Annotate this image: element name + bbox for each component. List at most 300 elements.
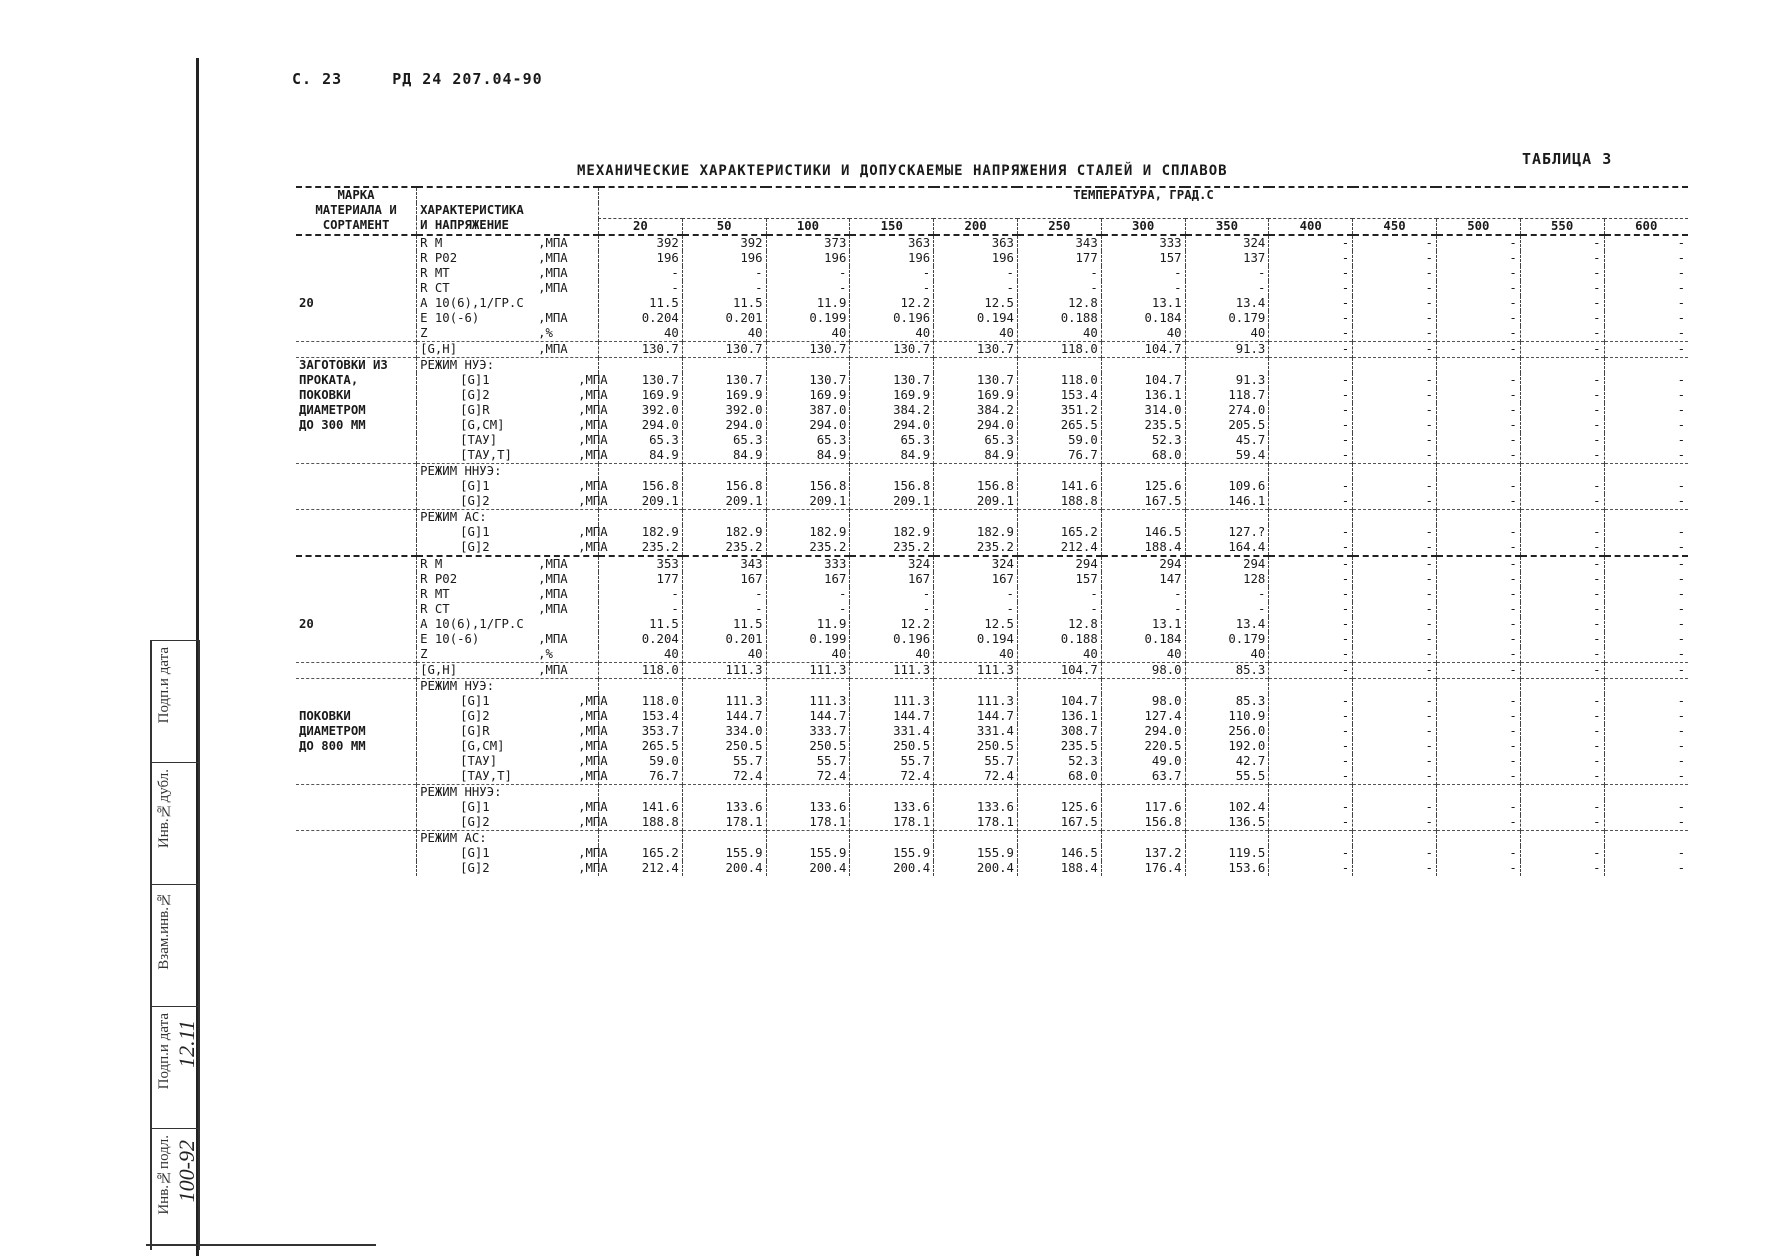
value-cell: - [1017, 281, 1101, 296]
property-unit: ,МПА [538, 310, 568, 325]
property-label: R M [420, 556, 443, 571]
value-cell: 111.3 [766, 662, 850, 678]
value-cell: - [1436, 694, 1520, 709]
table-row [296, 296, 1688, 311]
value-cell: 40 [682, 647, 766, 663]
value-cell: 118.0 [598, 694, 682, 709]
value-cell: - [1520, 281, 1604, 296]
spacer-cell [1101, 678, 1185, 694]
value-cell: - [1269, 694, 1353, 709]
value-cell: 11.5 [598, 296, 682, 311]
value-cell: 141.6 [598, 800, 682, 815]
value-cell: - [1185, 602, 1269, 617]
value-cell: 256.0 [1185, 724, 1269, 739]
table-row [296, 572, 1688, 587]
value-cell: - [1520, 494, 1604, 510]
property-label: R CT [420, 280, 450, 295]
value-cell: 111.3 [850, 662, 934, 678]
table-row [296, 557, 1688, 572]
value-cell: - [1604, 846, 1688, 861]
property-label: [G]2 [460, 493, 490, 508]
value-cell: - [1604, 266, 1688, 281]
property-cell [417, 814, 608, 831]
value-cell: - [1436, 418, 1520, 433]
value-cell: 98.0 [1101, 662, 1185, 678]
value-cell: - [1520, 557, 1604, 572]
value-cell: - [1520, 236, 1604, 251]
value-cell: 130.7 [598, 341, 682, 357]
value-cell: 334.0 [682, 724, 766, 739]
value-cell: 212.4 [598, 861, 682, 876]
spacer-cell [1436, 509, 1520, 525]
material-cell [296, 662, 417, 678]
value-cell: 331.4 [850, 724, 934, 739]
temperature-column-150: 150 [850, 218, 934, 235]
value-cell: - [1269, 572, 1353, 587]
value-cell: - [1436, 448, 1520, 464]
value-cell: - [1520, 418, 1604, 433]
property-cell [417, 753, 608, 769]
value-cell: - [1520, 861, 1604, 876]
value-cell: - [766, 281, 850, 296]
value-cell: 156.8 [598, 479, 682, 494]
property-label: [G]1 [460, 799, 490, 814]
value-cell: - [1520, 388, 1604, 403]
value-cell: 200.4 [934, 861, 1018, 876]
value-cell: 55.5 [1185, 769, 1269, 785]
value-cell: - [1353, 662, 1437, 678]
value-cell: - [1353, 861, 1437, 876]
property-cell [417, 587, 599, 602]
value-cell: 127.4 [1101, 709, 1185, 724]
value-cell: - [1436, 525, 1520, 540]
value-cell: - [1353, 647, 1437, 663]
header-row [296, 218, 1688, 235]
value-cell: 153.4 [1017, 388, 1101, 403]
table-row [296, 617, 1688, 632]
spacer-cell [1185, 357, 1269, 373]
spacer-cell [682, 357, 766, 373]
property-unit: ,МПА [578, 708, 608, 723]
value-cell: 363 [850, 236, 934, 251]
value-cell: - [1269, 311, 1353, 326]
value-cell: - [1353, 494, 1437, 510]
value-cell: - [1269, 236, 1353, 251]
value-cell: - [1353, 266, 1437, 281]
material-cell [296, 815, 417, 831]
value-cell: - [1269, 418, 1353, 433]
value-cell: - [1436, 403, 1520, 418]
spacer-cell [1353, 784, 1437, 800]
value-cell: - [682, 281, 766, 296]
value-cell: 294.0 [682, 418, 766, 433]
spacer-cell [1185, 463, 1269, 479]
property-label: A 10(6),1/ГР.С [420, 295, 524, 310]
value-cell: - [1604, 724, 1688, 739]
value-cell: 205.5 [1185, 418, 1269, 433]
property-label: [G]2 [460, 387, 490, 402]
value-cell: - [1436, 815, 1520, 831]
value-cell: - [1353, 525, 1437, 540]
value-cell: 102.4 [1185, 800, 1269, 815]
property-label: R MT [420, 265, 450, 280]
value-cell: - [1353, 617, 1437, 632]
value-cell: 235.2 [682, 540, 766, 556]
property-label: [G]1 [460, 524, 490, 539]
material-cell [296, 769, 417, 785]
value-cell: 196 [598, 251, 682, 266]
material-cell: ДИАМЕТРОМ [299, 723, 366, 738]
value-cell: - [1604, 540, 1688, 556]
spacer-cell [1520, 830, 1604, 846]
value-cell: - [1436, 311, 1520, 326]
value-cell: - [1353, 281, 1437, 296]
value-cell: - [1436, 632, 1520, 647]
table-number: ТАБЛИЦА 3 [1522, 150, 1613, 168]
table-row [296, 251, 1688, 266]
value-cell: - [1436, 479, 1520, 494]
value-cell: 65.3 [850, 433, 934, 448]
value-cell: - [1269, 388, 1353, 403]
value-cell: 11.5 [598, 617, 682, 632]
table-row [296, 647, 1688, 663]
value-cell: 178.1 [850, 815, 934, 831]
value-cell: 91.3 [1185, 341, 1269, 357]
value-cell: 84.9 [682, 448, 766, 464]
value-cell: - [1353, 632, 1437, 647]
value-cell: 147 [1101, 572, 1185, 587]
value-cell: - [1269, 861, 1353, 876]
value-cell: - [1269, 494, 1353, 510]
property-unit: ,МПА [538, 280, 568, 295]
value-cell: 182.9 [682, 525, 766, 540]
value-cell: 167 [934, 572, 1018, 587]
spacer-cell [1520, 784, 1604, 800]
property-unit: ,МПА [578, 738, 608, 753]
temperature-column-100: 100 [766, 218, 850, 235]
table-row [296, 418, 1688, 433]
spacer-cell [1353, 830, 1437, 846]
value-cell: - [1353, 739, 1437, 754]
table-row [296, 784, 1688, 800]
material-cell [296, 754, 417, 769]
value-cell: 196 [934, 251, 1018, 266]
property-label: E 10(-6) [420, 310, 480, 325]
table-body [296, 235, 1688, 876]
property-unit: ,МПА [578, 753, 608, 768]
value-cell: - [766, 266, 850, 281]
table-row [296, 403, 1688, 418]
value-cell: - [1269, 341, 1353, 357]
value-cell: - [1353, 815, 1437, 831]
value-cell: - [766, 602, 850, 617]
table-row [296, 341, 1688, 357]
material-cell: ДО 300 ММ [299, 417, 366, 432]
value-cell: 156.8 [850, 479, 934, 494]
value-cell: - [1520, 311, 1604, 326]
property-label: A 10(6),1/ГР.С [420, 616, 524, 631]
table-row [296, 754, 1688, 769]
value-cell: - [1604, 448, 1688, 464]
temperature-column-250: 250 [1017, 218, 1101, 235]
spacer-cell [1520, 509, 1604, 525]
table-row [296, 602, 1688, 617]
value-cell: 220.5 [1101, 739, 1185, 754]
property-cell [417, 432, 608, 448]
spacer-cell [1436, 784, 1520, 800]
property-unit: ,МПА [578, 478, 608, 493]
value-cell: 68.0 [1101, 448, 1185, 464]
value-cell: 12.2 [850, 296, 934, 311]
spacer-cell [1436, 830, 1520, 846]
value-cell: - [1604, 525, 1688, 540]
spacer-cell [1604, 463, 1688, 479]
table-row [296, 311, 1688, 326]
property-unit: ,МПА [578, 799, 608, 814]
value-cell: - [1269, 557, 1353, 572]
table-row [296, 830, 1688, 846]
value-cell: - [1353, 403, 1437, 418]
value-cell: 137 [1185, 251, 1269, 266]
value-cell: 141.6 [1017, 479, 1101, 494]
value-cell: - [1353, 557, 1437, 572]
value-cell: - [1269, 326, 1353, 342]
value-cell: - [1269, 647, 1353, 663]
property-unit: ,МПА [578, 539, 608, 554]
property-label: [G]2 [460, 860, 490, 875]
spacer-cell [1101, 830, 1185, 846]
material-cell [296, 784, 417, 800]
value-cell: 157 [1101, 251, 1185, 266]
table-row [296, 236, 1688, 251]
spacer-cell [1269, 784, 1353, 800]
property-label: [G,CM] [460, 738, 505, 753]
property-label: [G]1 [460, 478, 490, 493]
stamp-label: Подп.и дата [156, 1013, 172, 1090]
spacer-cell [1269, 463, 1353, 479]
value-cell: - [1353, 479, 1437, 494]
material-cell: ЗАГОТОВКИ ИЗ [296, 357, 417, 373]
value-cell: - [1269, 433, 1353, 448]
value-cell: - [1520, 815, 1604, 831]
value-cell: - [1604, 373, 1688, 388]
material-cell [296, 525, 417, 540]
value-cell: 12.8 [1017, 296, 1101, 311]
table-row [296, 800, 1688, 815]
value-cell: - [1353, 724, 1437, 739]
spacer-cell [1185, 509, 1269, 525]
value-cell: 182.9 [934, 525, 1018, 540]
value-cell: 0.196 [850, 632, 934, 647]
value-cell: - [1101, 281, 1185, 296]
value-cell: - [1436, 326, 1520, 342]
value-cell: - [1353, 709, 1437, 724]
value-cell: 144.7 [850, 709, 934, 724]
value-cell: 164.4 [1185, 540, 1269, 556]
property-unit: ,% [538, 646, 553, 661]
value-cell: 169.9 [934, 388, 1018, 403]
value-cell: - [850, 281, 934, 296]
value-cell: 157 [1017, 572, 1101, 587]
property-label: [ТАУ,Т] [460, 447, 512, 462]
value-cell: 144.7 [682, 709, 766, 724]
value-cell: - [1353, 448, 1437, 464]
value-cell: 65.3 [682, 433, 766, 448]
spacer-cell [682, 784, 766, 800]
spacer-cell [934, 357, 1018, 373]
value-cell: 384.2 [850, 403, 934, 418]
property-unit: ,МПА [578, 860, 608, 875]
value-cell: 156.8 [934, 479, 1018, 494]
material-cell [296, 509, 417, 525]
value-cell: - [1436, 281, 1520, 296]
property-cell [417, 341, 599, 357]
table-row [296, 388, 1688, 403]
property-label: [ТАУ] [460, 432, 498, 447]
property-unit: ,МПА [538, 631, 568, 646]
value-cell: - [850, 602, 934, 617]
property-unit: ,% [538, 325, 553, 340]
property-unit: ,МПА [538, 235, 568, 250]
value-cell: 177 [1017, 251, 1101, 266]
value-cell: - [598, 281, 682, 296]
value-cell: 209.1 [598, 494, 682, 510]
value-cell: - [1520, 341, 1604, 357]
value-cell: - [1520, 296, 1604, 311]
table-row [296, 846, 1688, 861]
value-cell: 294.0 [1101, 724, 1185, 739]
value-cell: 104.7 [1101, 373, 1185, 388]
material-cell [296, 540, 417, 556]
value-cell: 167.5 [1017, 815, 1101, 831]
value-cell: 40 [1101, 326, 1185, 342]
material-cell [296, 311, 417, 326]
value-cell: 324 [934, 557, 1018, 572]
value-cell: 169.9 [766, 388, 850, 403]
value-cell: 167.5 [1101, 494, 1185, 510]
value-cell: 111.3 [682, 694, 766, 709]
value-cell: 133.6 [934, 800, 1018, 815]
value-cell: 111.3 [934, 662, 1018, 678]
handwritten-inventory-number: 100-92 [174, 1140, 199, 1203]
value-cell: - [1436, 800, 1520, 815]
value-cell: - [1604, 815, 1688, 831]
material-cell [296, 632, 417, 647]
material-cell [296, 479, 417, 494]
property-cell [417, 738, 608, 754]
value-cell: 392 [598, 236, 682, 251]
value-cell: - [1604, 341, 1688, 357]
stamp-label: Подп.и дата [156, 647, 172, 724]
spacer-cell [934, 509, 1018, 525]
value-cell: 182.9 [850, 525, 934, 540]
value-cell: 167 [850, 572, 934, 587]
handwritten-signature-date: 12.11 [174, 1020, 199, 1068]
value-cell: 146.1 [1185, 494, 1269, 510]
value-cell: 130.7 [766, 341, 850, 357]
value-cell: 130.7 [934, 341, 1018, 357]
spacer-cell [1604, 784, 1688, 800]
value-cell: 373 [766, 236, 850, 251]
spacer-cell [1436, 678, 1520, 694]
value-cell: 40 [598, 647, 682, 663]
property-cell [417, 602, 599, 617]
value-cell: 351.2 [1017, 403, 1101, 418]
material-cell [296, 281, 417, 296]
stamp-label: Инв.№дубл. [156, 769, 172, 849]
value-cell: 235.2 [598, 540, 682, 556]
table-row [296, 632, 1688, 647]
value-cell: 45.7 [1185, 433, 1269, 448]
value-cell: - [1353, 572, 1437, 587]
value-cell: 235.5 [1017, 739, 1101, 754]
value-cell: 40 [1185, 647, 1269, 663]
value-cell: 146.5 [1017, 846, 1101, 861]
value-cell: 133.6 [682, 800, 766, 815]
value-cell: 0.201 [682, 632, 766, 647]
mode-title: РЕЖИМ ННУЭ: [417, 463, 599, 479]
value-cell: - [1269, 602, 1353, 617]
table-row [296, 281, 1688, 296]
value-cell: - [1436, 709, 1520, 724]
value-cell: 130.7 [850, 341, 934, 357]
value-cell: 167 [682, 572, 766, 587]
value-cell: 125.6 [1101, 479, 1185, 494]
value-cell: - [1269, 373, 1353, 388]
property-unit: ,МПА [538, 556, 568, 571]
property-unit: ,МПА [578, 417, 608, 432]
material-cell: ПОКОВКИ [299, 387, 351, 402]
material-cell [296, 846, 417, 861]
material-cell: ДИАМЕТРОМ [299, 402, 366, 417]
value-cell: - [1269, 281, 1353, 296]
value-cell: - [1017, 587, 1101, 602]
value-cell: - [1017, 602, 1101, 617]
spacer-cell [1269, 509, 1353, 525]
value-cell: 68.0 [1017, 769, 1101, 785]
property-label: Z [420, 646, 428, 661]
value-cell: 63.7 [1101, 769, 1185, 785]
spacer-cell [1436, 463, 1520, 479]
value-cell: 110.9 [1185, 709, 1269, 724]
spacer-cell [850, 784, 934, 800]
spacer-cell [850, 357, 934, 373]
value-cell: 324 [850, 557, 934, 572]
property-unit: ,МПА [578, 387, 608, 402]
value-cell: 250.5 [934, 739, 1018, 754]
spacer-cell [1520, 357, 1604, 373]
value-cell: - [1436, 739, 1520, 754]
property-cell [417, 860, 608, 876]
value-cell: 84.9 [850, 448, 934, 464]
mode-title: РЕЖИМ НУЭ: [417, 357, 599, 373]
table-row [296, 815, 1688, 831]
property-unit: ,МПА [538, 601, 568, 616]
spacer-cell [766, 463, 850, 479]
value-cell: 209.1 [934, 494, 1018, 510]
header-row [296, 203, 1688, 218]
spacer-cell [1185, 784, 1269, 800]
value-cell: - [1604, 861, 1688, 876]
document-code: РД 24 207.04-90 [392, 70, 543, 88]
value-cell: - [1436, 296, 1520, 311]
value-cell: 72.4 [682, 769, 766, 785]
value-cell: - [1017, 266, 1101, 281]
value-cell: - [682, 266, 766, 281]
stamp-label: Инв.№подл. [156, 1135, 172, 1215]
value-cell: - [1520, 709, 1604, 724]
value-cell: - [1353, 341, 1437, 357]
